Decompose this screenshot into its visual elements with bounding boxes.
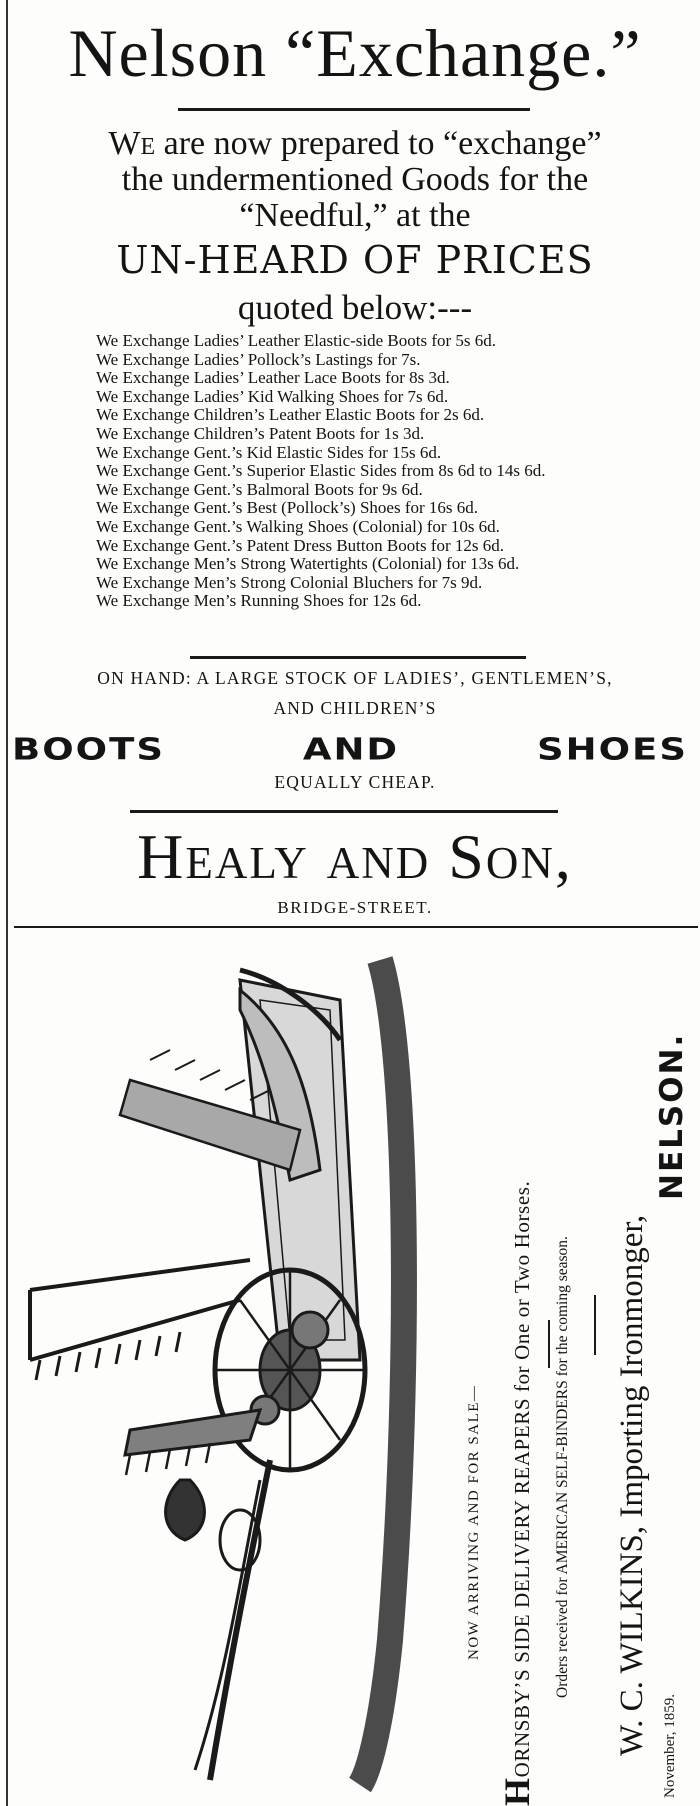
merchant-line: W. C. WILKINS, Importing Ironmonger, [614,1214,650,1756]
vertical-rule [548,1320,550,1368]
firm-name: Healy and Son, [137,821,573,892]
price-item: We Exchange Gent.’s Superior Elastic Sides from 8s 6d to 14s 6d. [96,461,546,481]
price-list [96,332,546,611]
intro-line-3: “Needful,” at the [239,197,471,234]
intro-line-2: the undermentioned Goods for the [121,161,589,198]
intro-line-1-text: are now prepared to “exchange” [155,125,602,162]
price-item: We Exchange Ladies’ Leather Lace Boots for 8s 3d. [96,368,450,388]
price-item: We Exchange Ladies’ Leather Elastic-side Boots for 5s 6d. [96,331,497,350]
exchange-title: Nelson “Exchange.” [68,15,642,91]
price-item: We Exchange Gent.’s Balmoral Boots for 9s 6d. [96,479,423,499]
section-rule [14,926,698,928]
hornsby-initial: H [497,1777,537,1806]
intro-we: We [108,125,156,162]
price-item: We Exchange Men’s Running Shoes for 12s 6d. [96,591,422,611]
price-item: We Exchange Children’s Patent Boots for 1s 3d. [96,423,425,443]
on-hand-line-2: AND CHILDREN’S [273,698,437,718]
hornsby-line [496,1181,538,1806]
price-item: We Exchange Children’s Leather Elastic Boots for 2s 6d. [96,405,485,425]
price-item: We Exchange Gent.’s Walking Shoes (Colonial) for 10s 6d. [96,516,500,536]
divider-rule [130,810,558,813]
price-item: We Exchange Men’s Strong Colonial Bluchers for 7s 9d. [96,572,483,592]
hornsby-text: ORNSBY’S SIDE DELIVERY REAPERS for One or Two Horses. [510,1180,534,1778]
price-item: We Exchange Men’s Strong Watertights (Colonial) for 13s 6d. [96,554,520,574]
boots-and-shoes-banner [12,732,688,767]
banner-word: AND [302,731,400,768]
firm-address: BRIDGE-STREET. [277,898,433,917]
on-hand-line-1: ON HAND: A LARGE STOCK OF LADIES’, GENTLEMEN’S, [97,668,613,688]
intro-line-1 [10,126,700,161]
vertical-rule [594,1295,596,1355]
price-item: We Exchange Gent.’s Best (Pollock’s) Shoes for 16s 6d. [96,498,479,518]
reaper-illustration [10,940,440,1800]
title-underline [178,108,530,111]
town-name: NELSON. [654,1032,690,1200]
price-item: We Exchange Gent.’s Kid Elastic Sides for 15s 6d. [96,442,442,462]
column-rule [6,0,8,1806]
banner-word: BOOTS [12,731,165,768]
prices-heading: UN-HEARD OF PRICES [116,238,594,282]
price-item: We Exchange Ladies’ Pollock’s Lastings for 7s. [96,349,421,369]
equally-cheap: EQUALLY CHEAP. [274,772,436,792]
advert-date: November, 1859. [662,1694,678,1798]
orders-line: Orders received for AMERICAN SELF-BINDERS for the coming season. [554,1236,571,1698]
price-item: We Exchange Gent.’s Patent Dress Button Boots for 12s 6d. [96,535,504,555]
quoted-below: quoted below:--- [237,288,473,327]
divider-rule [190,656,526,659]
pole [210,1460,270,1780]
banner-word: SHOES [536,731,688,768]
arriving-line: NOW ARRIVING AND FOR SALE— [466,1384,482,1660]
price-item: We Exchange Ladies’ Kid Walking Shoes for 7s 6d. [96,386,449,406]
